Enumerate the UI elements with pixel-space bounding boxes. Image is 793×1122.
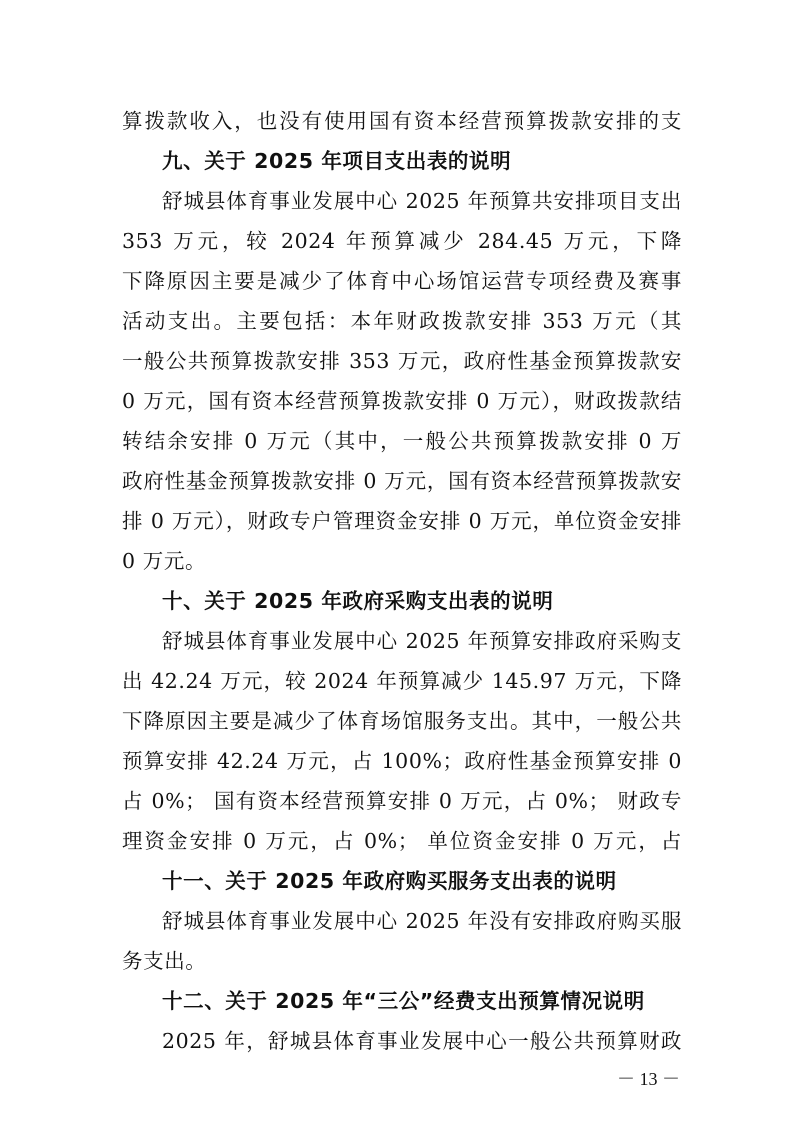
- paragraph-line: 活动支出。主要包括：本年财政拨款安排 353 万元（其: [122, 309, 682, 333]
- paragraph-line: 0 万元，国有资本经营预算拨款安排 0 万元），财政拨款结: [122, 389, 682, 413]
- paragraph-line: 下降原因主要是减少了体育中心场馆运营专项经费及赛事: [122, 269, 682, 293]
- paragraph-line: 算拨款收入，也没有使用国有资本经营预算拨款安排的支: [122, 109, 682, 133]
- section-heading-11: 十一、关于 2025 年政府购买服务支出表的说明: [162, 869, 617, 893]
- paragraph-line: 出 42.24 万元，较 2024 年预算减少 145.97 万元，下降: [122, 669, 682, 693]
- section-heading-12: 十二、关于 2025 年“三公”经费支出预算情况说明: [162, 989, 645, 1013]
- paragraph-line: 舒城县体育事业发展中心 2025 年预算安排政府采购支: [162, 629, 682, 653]
- paragraph-line: 舒城县体育事业发展中心 2025 年没有安排政府购买服: [162, 909, 682, 933]
- paragraph-line: 占 0%； 国有资本经营预算安排 0 万元，占 0%； 财政专: [122, 789, 682, 813]
- paragraph-line: 0 万元。: [122, 549, 207, 573]
- paragraph-line: 舒城县体育事业发展中心 2025 年预算共安排项目支出: [162, 189, 682, 213]
- paragraph-line: 2025 年，舒城县体育事业发展中心一般公共预算财政: [162, 1029, 682, 1053]
- paragraph-line: 政府性基金预算拨款安排 0 万元，国有资本经营预算拨款安: [122, 469, 682, 493]
- section-heading-9: 九、关于 2025 年项目支出表的说明: [162, 149, 512, 173]
- paragraph-line: 排 0 万元），财政专户管理资金安排 0 万元，单位资金安排: [122, 509, 682, 533]
- page-number: － 13 －: [617, 1069, 680, 1089]
- section-heading-10: 十、关于 2025 年政府采购支出表的说明: [162, 589, 554, 613]
- paragraph-line: 下降原因主要是减少了体育场馆服务支出。其中，一般公共: [122, 709, 682, 733]
- paragraph-line: 一般公共预算拨款安排 353 万元，政府性基金预算拨款安: [122, 349, 682, 373]
- paragraph-line: 理资金安排 0 万元，占 0%； 单位资金安排 0 万元，占: [122, 829, 682, 853]
- paragraph-line: 353 万元，较 2024 年预算减少 284.45 万元，下降: [122, 229, 682, 253]
- paragraph-line: 转结余安排 0 万元（其中，一般公共预算拨款安排 0 万: [122, 429, 682, 453]
- paragraph-line: 务支出。: [122, 949, 207, 973]
- paragraph-line: 预算安排 42.24 万元，占 100%；政府性基金预算安排 0: [122, 749, 682, 773]
